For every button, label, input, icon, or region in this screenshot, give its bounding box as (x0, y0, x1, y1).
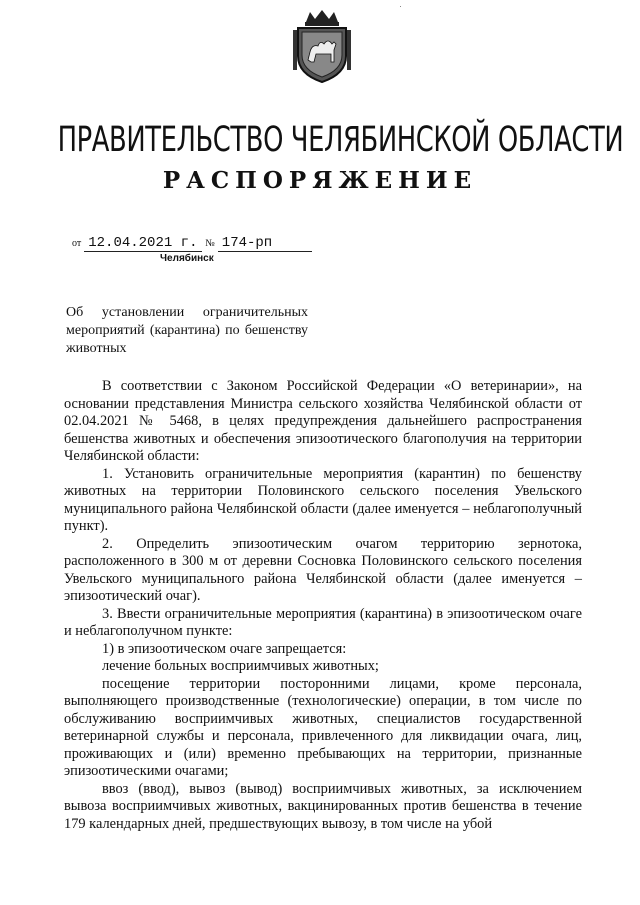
paragraph: ввоз (ввод), вывоз (вывод) восприимчивых животных, за исключением вывоза восприимчивых животных, вакцинированных против бешенства в течение 179 календарных дней, предшествующих вывозу, в том числе на убой (64, 780, 582, 832)
city-label: Челябинск (160, 253, 214, 264)
document-body (64, 378, 582, 833)
paragraph: 2. Определить эпизоотическим очагом территорию зернотока, расположенного в 300 м от деревни Сосновка Половинского сельского поселения Увельского муниципального района Челябинской области (далее именуется – эпизоотический очаг). (64, 535, 582, 604)
number-label: № (205, 238, 215, 249)
document-number: 174-рп (218, 235, 312, 252)
coat-of-arms-icon (292, 8, 352, 84)
from-label: от (72, 238, 82, 249)
paragraph: 1) в эпизоотическом очаге запрещается: (102, 640, 347, 657)
date-number-line (72, 232, 312, 252)
document-date: 12.04.2021 г. (84, 235, 202, 252)
paragraph: лечение больных восприимчивых животных; (102, 658, 379, 674)
paragraph: В соответствии с Законом Российской Федерации «О ветеринарии», на основании представления Министра сельского хозяйства Челябинской области от 02.04.2021 № 5468, в целях предупреждения дальнейшего распространения бешенства животных и обеспечения эпизоотического благополучия на территории Челябинской области: (64, 378, 582, 464)
scan-speck (400, 6, 401, 7)
document-subject: Об установлении ограничительных мероприятий (карантина) по бешенству животных (66, 305, 308, 356)
paragraph: посещение территории посторонними лицами, кроме персонала, выполняющего производственные (технологические) операции, в том числе по обслуживанию восприимчивых животных, специалистов государственной ветеринарной службы и персонала, привлеченного для ликвидации очага, лиц, проживающих и (или) временно пребывающих на территории, признанные эпизоотическими очагами; (64, 675, 582, 779)
paragraph: 3. Ввести ограничительные мероприятия (карантина) в эпизоотическом очаге и неблагополучном пункте: (64, 605, 582, 639)
organization-title: ПРАВИТЕЛЬСТВО ЧЕЛЯБИНСКОЙ ОБЛАСТИ (57, 120, 624, 160)
paragraph: 1. Установить ограничительные мероприятия (карантин) по бешенству животных на территории Половинского сельского поселения Увельского муниципального района Челябинской области (далее именуется – неблагополучный пункт). (64, 465, 582, 534)
document-type: РАСПОРЯЖЕНИЕ (162, 167, 478, 194)
